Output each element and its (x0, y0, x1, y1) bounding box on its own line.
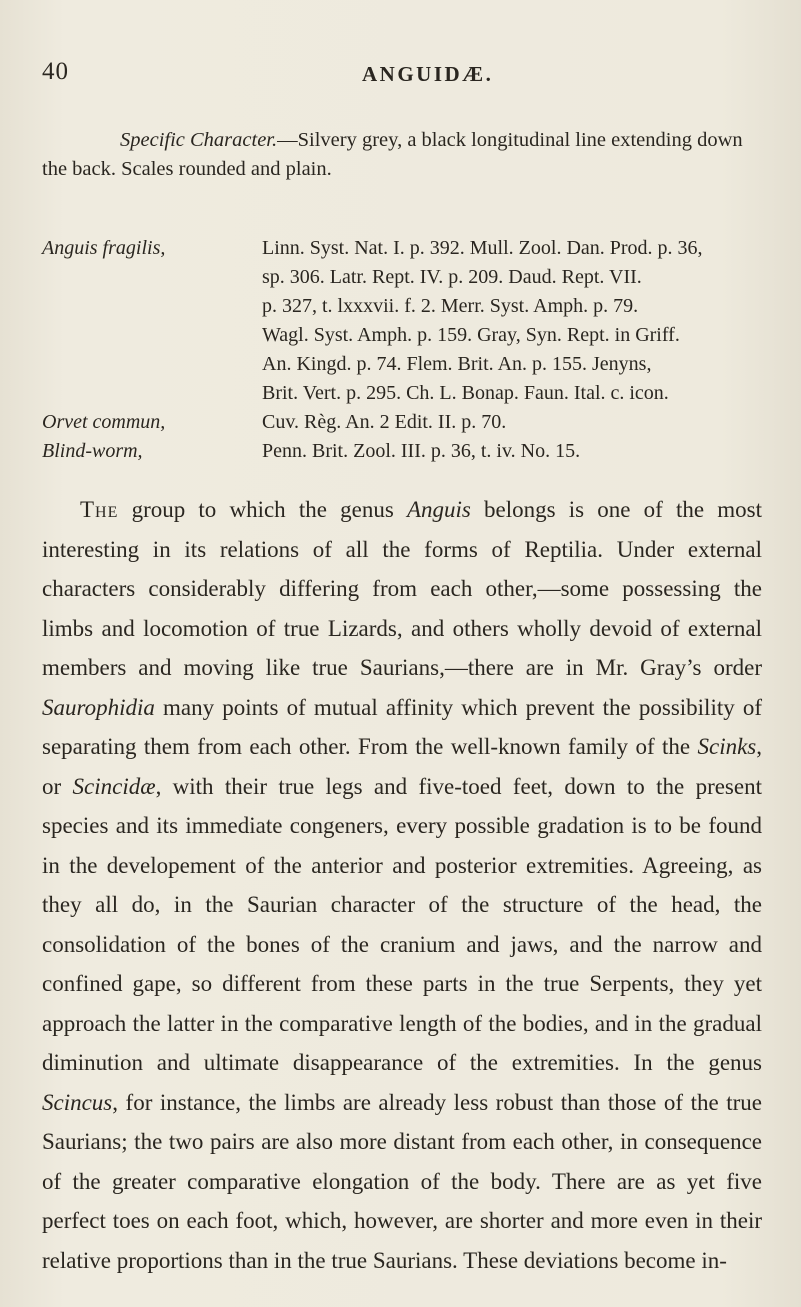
running-head: ANGUIDÆ. (362, 62, 494, 86)
synonym-ref-line: Linn. Syst. Nat. I. p. 392. Mull. Zool. Dan. Prod. p. 36, (262, 237, 703, 259)
body-text-run: , or (42, 734, 762, 799)
page-header (42, 58, 761, 88)
specific-character-label: Specific Character. (120, 129, 278, 151)
synonym-entry (42, 408, 506, 437)
synonym-name: Anguis fragilis, (42, 237, 166, 259)
body-text-run: group to which the genus (118, 497, 407, 522)
body-lead-word: The (80, 497, 119, 522)
synonym-ref-line: Wagl. Syst. Amph. p. 159. Gray, Syn. Rept. in Griff. (262, 324, 680, 346)
synonym-ref-line: sp. 306. Latr. Rept. IV. p. 209. Daud. Rept. VII. (262, 266, 642, 288)
synonym-name: Orvet commun, (42, 411, 166, 433)
body-text-run: , with their true legs and five-toed feet, down to the present species and its immediate congeners, every possible gradation is to be found in the developement of the anterior and posterior extremities. Agreeing, as they all do, in the Saurian character of the structure of the head, the consolidation of the bones of the cranium and jaws, and the narrow and confined gape, so different from these parts in the true Serpents, they yet approach the latter in the comparative length of the bodies, and in the gradual diminution and ultimate disappearance of the extremities. In the genus (42, 773, 762, 1075)
synonym-entry (42, 437, 580, 466)
specific-character (42, 126, 762, 184)
synonym-name: Blind-worm, (42, 440, 143, 462)
synonym-ref-line: Cuv. Règ. An. 2 Edit. II. p. 70. (262, 411, 507, 433)
family-name: Scincidæ (72, 773, 156, 799)
synonym-ref-line: Brit. Vert. p. 295. Ch. L. Bonap. Faun. Ital. c. icon. (262, 382, 669, 404)
synonym-ref-line: Penn. Brit. Zool. III. p. 36, t. iv. No. 15. (262, 440, 581, 462)
genus-name: Anguis (406, 497, 471, 522)
body-paragraph (42, 490, 762, 1280)
body-text-run: belongs is one of the most interesting in its relations of all the forms of Reptilia. Under external characters considerably differing from each other,—some possessing the limbs and locomotion of true Lizards, and others wholly devoid of external members and moving like true Saurians,—there are in Mr. Gray’s order (42, 497, 763, 680)
order-name: Saurophidia (42, 694, 155, 720)
synonym-ref-line: p. 327, t. lxxxvii. f. 2. Merr. Syst. Amph. p. 79. (262, 295, 639, 317)
specific-character-text: —Silvery grey, a black longitudinal line extending down the back. Scales rounded and plain. (42, 129, 743, 180)
synonym-ref-line: An. Kingd. p. 74. Flem. Brit. An. p. 155. Jenyns, (262, 353, 652, 375)
family-common-name: Scinks (697, 734, 757, 759)
page-number: 40 (42, 58, 69, 85)
body-text-run: many points of mutual affinity which prevent the possibility of separating them from each other. From the well-known family of the (42, 694, 762, 759)
body-text-run: , for instance, the limbs are already less robust than those of the true Saurians; the two pairs are also more distant from each other, in consequence of the greater comparative elongation of the body. There are as yet five perfect toes on each foot, which, however, are shorter and more even in their relative proportions than in the true Saurians. These deviations become in- (42, 1089, 762, 1273)
synonym-entry (42, 234, 703, 263)
genus-name: Scincus (42, 1089, 113, 1115)
